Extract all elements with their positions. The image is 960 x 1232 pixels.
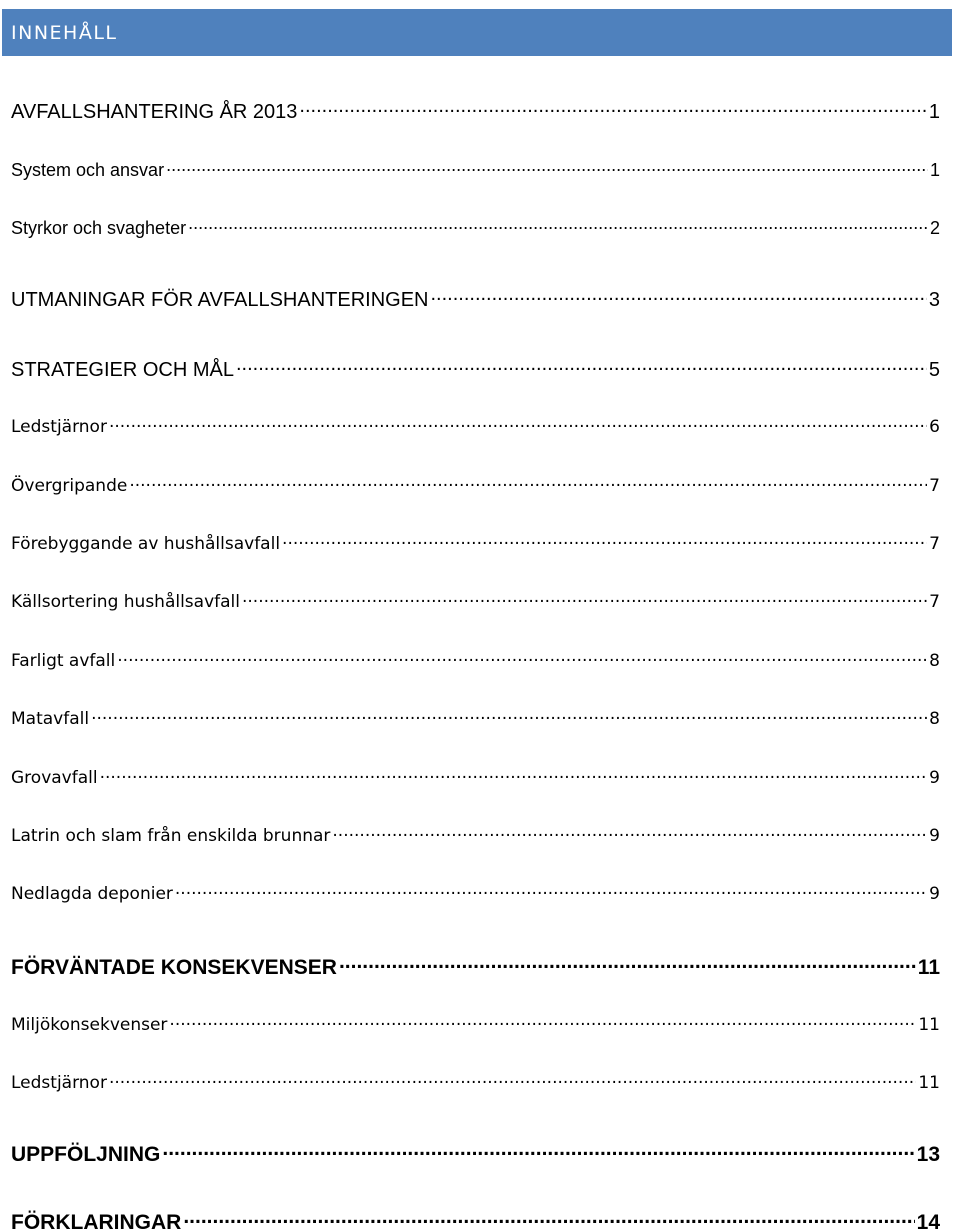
toc-entry-label: Övergripande (11, 476, 128, 496)
toc-entry-page: 13 (916, 1143, 940, 1166)
dot-leader (183, 1208, 914, 1229)
toc-entry-farligt-avfall[interactable] (11, 649, 940, 671)
toc-entry-label: Förebyggande av hushållsavfall (11, 534, 281, 554)
toc-entry-page: 7 (929, 534, 940, 554)
toc-entry-system-och-ansvar[interactable] (11, 158, 940, 181)
toc-entry-label: Farligt avfall (11, 651, 116, 671)
toc-entry-label: FÖRKLARINGAR (11, 1211, 182, 1232)
dot-leader (162, 1140, 914, 1161)
toc-entry-page: 9 (929, 768, 940, 788)
toc-entry-label: Matavfall (11, 709, 90, 729)
toc-entry-page: 11 (917, 956, 940, 979)
toc-entry-page: 5 (928, 359, 940, 381)
toc-entry-forvantade-konsekvenser[interactable] (11, 953, 940, 980)
toc-entry-page: 2 (929, 218, 940, 238)
toc-entry-label: Ledstjärnor (11, 1073, 107, 1093)
dot-leader (282, 532, 927, 549)
dot-leader (339, 953, 916, 974)
toc-title: INNEHÅLL (11, 21, 118, 44)
dot-leader (242, 590, 927, 607)
dot-leader (109, 1071, 916, 1088)
dot-leader (109, 415, 927, 432)
toc-entry-label: Miljökonsekvenser (11, 1015, 168, 1035)
toc-entry-page: 1 (928, 101, 940, 123)
toc-entry-strategier-och-mal[interactable] (11, 356, 940, 382)
toc-entry-page: 1 (929, 160, 940, 180)
dot-leader (100, 766, 928, 783)
dot-leader (129, 474, 927, 491)
toc-entry-page: 8 (929, 651, 940, 671)
toc-entry-kallsortering[interactable] (11, 590, 940, 612)
toc-entry-forebyggande[interactable] (11, 532, 940, 554)
dot-leader (175, 882, 927, 899)
toc-entry-styrkor-och-svagheter[interactable] (11, 216, 940, 239)
dot-leader (166, 158, 928, 176)
toc-entry-label: AVFALLSHANTERING ÅR 2013 (11, 101, 298, 123)
toc-entry-label: Nedlagda deponier (11, 884, 173, 904)
toc-entry-page: 11 (918, 1073, 940, 1093)
toc-entry-page: 9 (929, 884, 940, 904)
toc-entry-ledstjarnor-2[interactable] (11, 1071, 940, 1093)
toc-entry-label: Styrkor och svagheter (11, 218, 187, 238)
toc-entry-page: 14 (916, 1211, 940, 1232)
toc-entry-label: Källsortering hushållsavfall (11, 592, 240, 612)
toc-entry-page: 8 (929, 709, 940, 729)
toc-entry-ledstjarnor[interactable] (11, 415, 940, 437)
toc-entry-avfallshantering[interactable] (11, 98, 940, 124)
dot-leader (188, 216, 928, 234)
toc-entry-utmaningar[interactable] (11, 286, 940, 312)
toc-entry-page: 7 (929, 476, 940, 496)
toc-entry-miljokonsekvenser[interactable] (11, 1013, 940, 1035)
toc-entry-label: Ledstjärnor (11, 417, 107, 437)
toc-entry-latrin-och-slam[interactable] (11, 824, 940, 846)
toc-entry-label: STRATEGIER OCH MÅL (11, 359, 234, 381)
dot-leader (332, 824, 927, 841)
toc-entry-overgripande[interactable] (11, 474, 940, 496)
toc-entry-label: UPPFÖLJNING (11, 1143, 161, 1166)
dot-leader (236, 356, 927, 376)
dot-leader (117, 649, 927, 666)
toc-entry-page: 3 (928, 289, 940, 311)
dot-leader (299, 98, 926, 118)
toc-entry-nedlagda-deponier[interactable] (11, 882, 940, 904)
toc-entry-grovavfall[interactable] (11, 766, 940, 788)
dot-leader (91, 707, 927, 724)
dot-leader (169, 1013, 916, 1030)
toc-entry-page: 9 (929, 826, 940, 846)
toc-entry-label: Grovavfall (11, 768, 98, 788)
toc-entry-page: 11 (918, 1015, 940, 1035)
toc-entry-page: 7 (929, 592, 940, 612)
toc-entry-uppfoljning[interactable] (11, 1140, 940, 1167)
toc-entry-forklaringar[interactable] (11, 1208, 940, 1232)
toc-entry-label: UTMANINGAR FÖR AVFALLSHANTERINGEN (11, 289, 429, 311)
toc-entry-label: System och ansvar (11, 160, 165, 180)
toc-header-bar (2, 9, 952, 56)
toc-entry-label: Latrin och slam från enskilda brunnar (11, 826, 331, 846)
toc-entry-label: FÖRVÄNTADE KONSEKVENSER (11, 956, 337, 979)
toc-entry-matavfall[interactable] (11, 707, 940, 729)
toc-entry-page: 6 (929, 417, 940, 437)
dot-leader (430, 286, 926, 306)
